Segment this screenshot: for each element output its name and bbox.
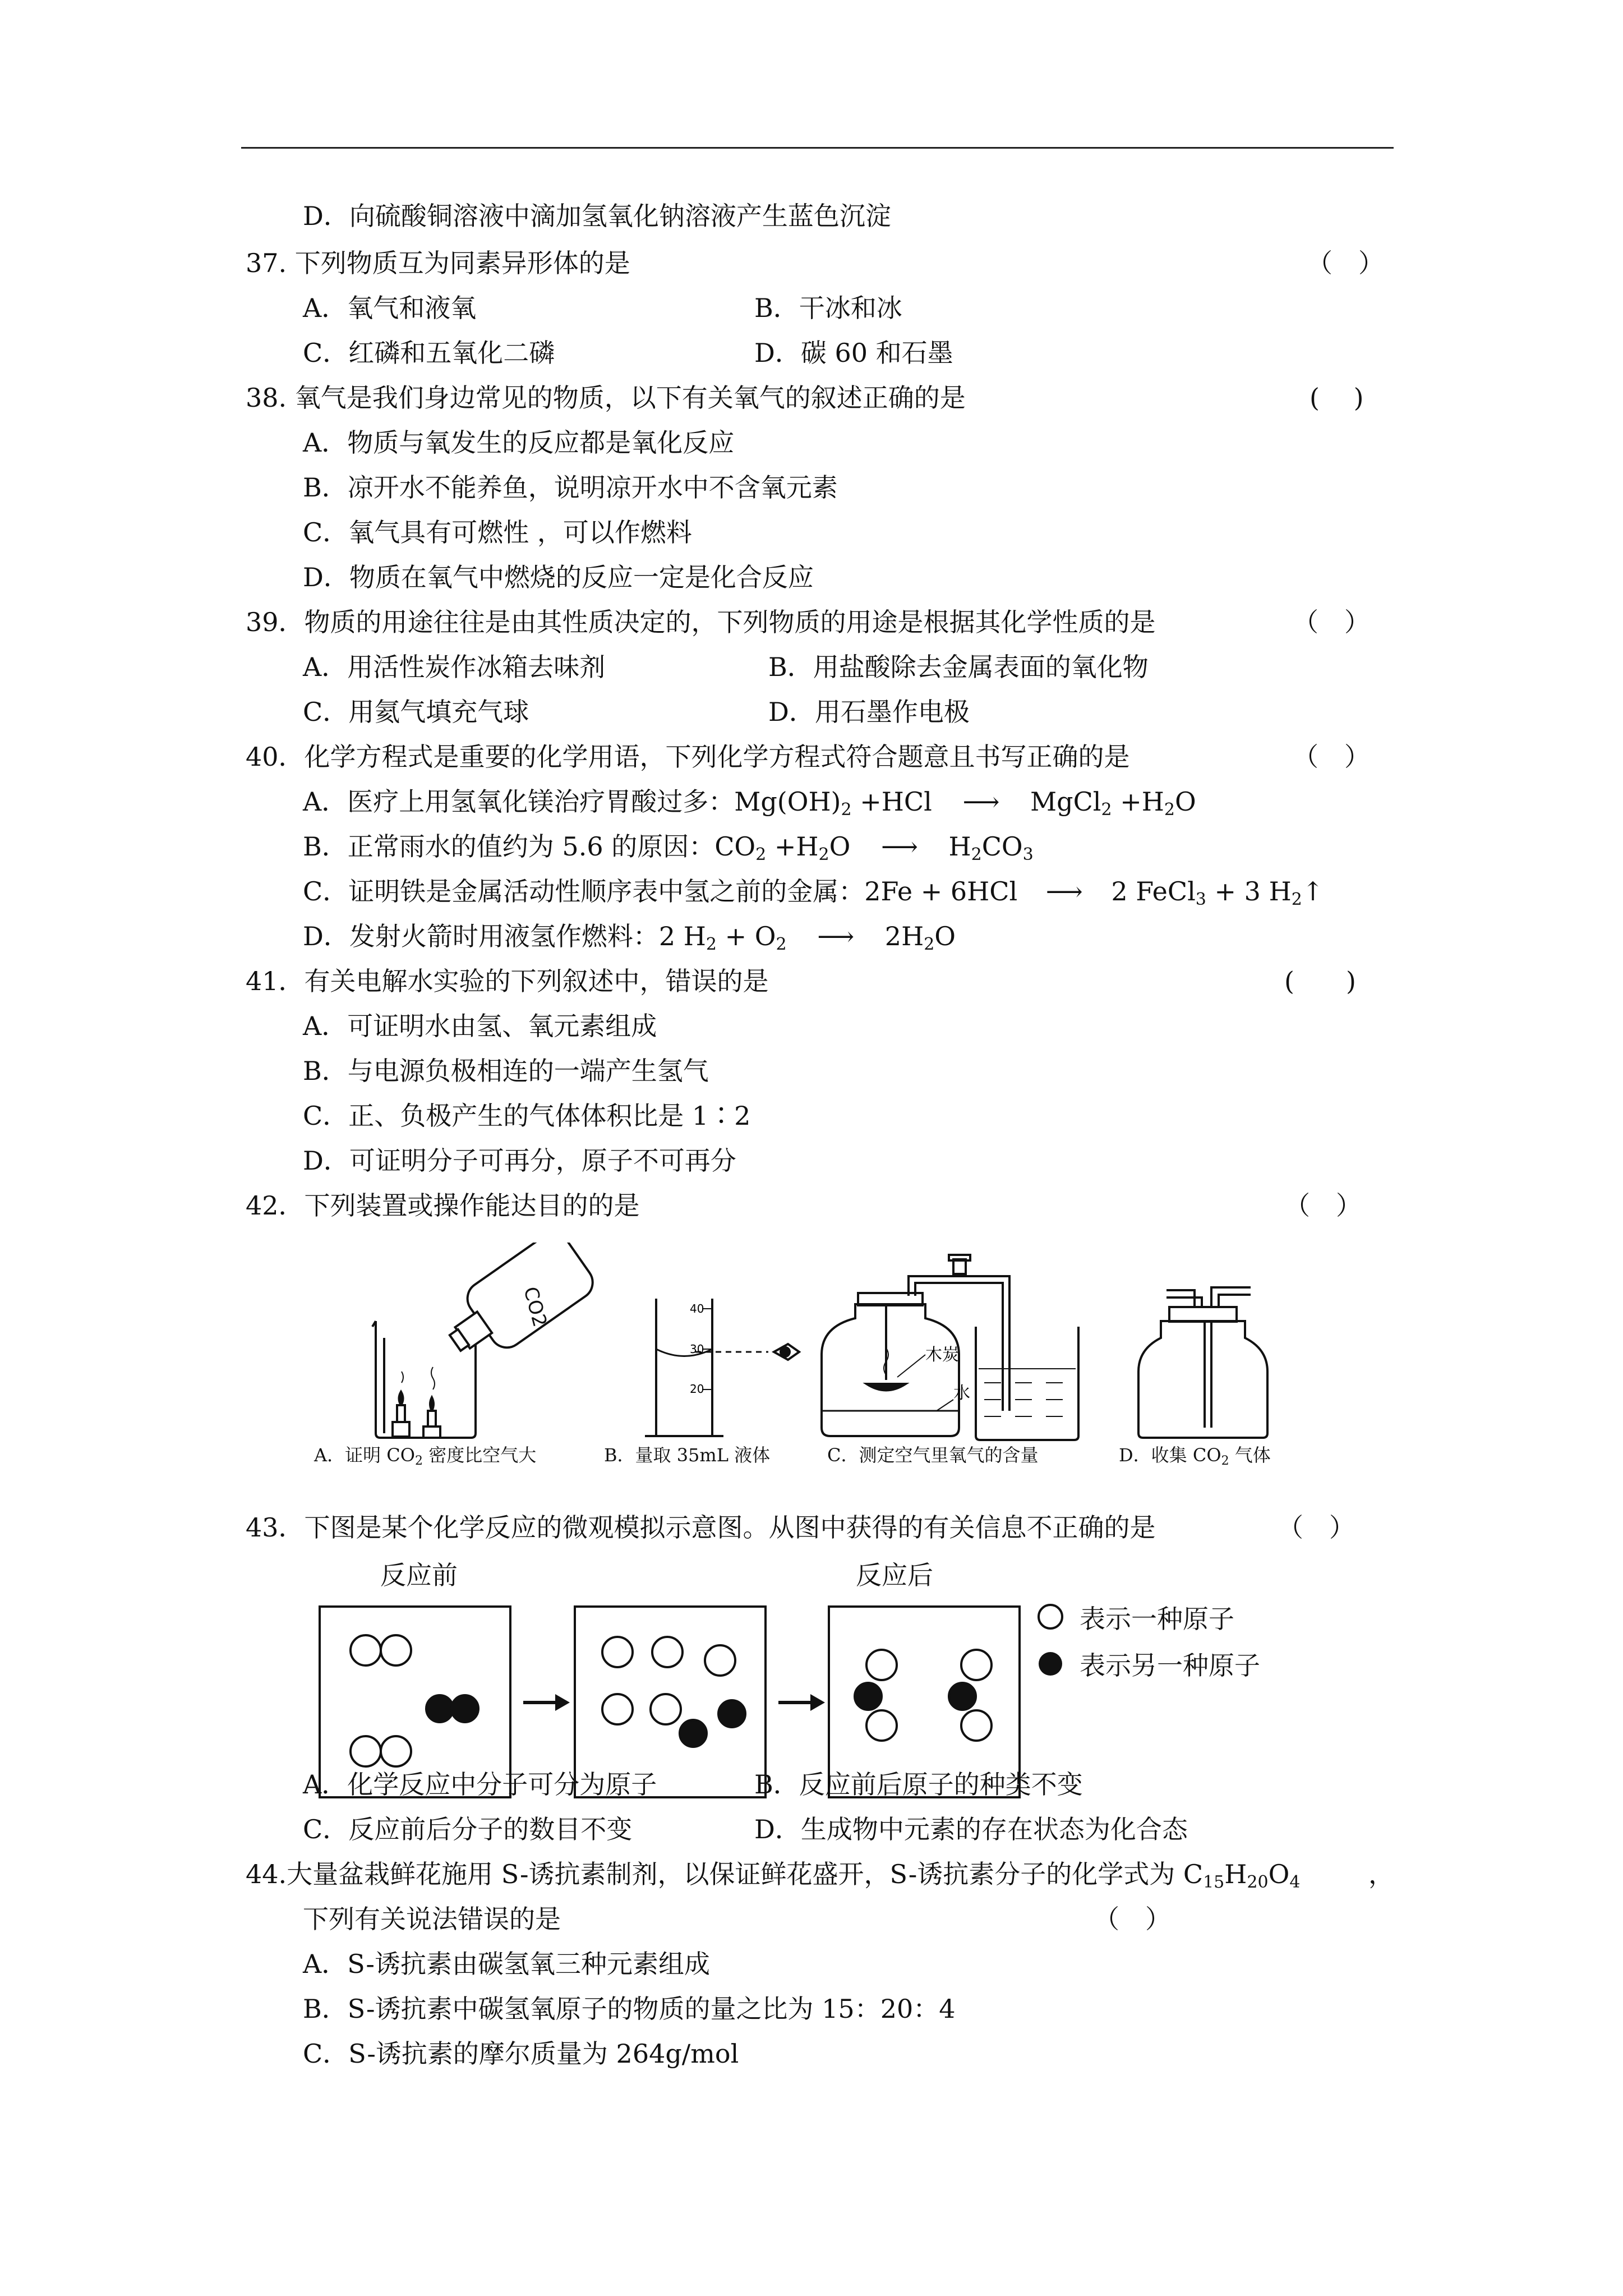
q42-fig-b-measuring-cylinder [645,1299,799,1436]
q44-formula-h: H [1224,1859,1247,1889]
black-atom-icon [1039,1652,1062,1676]
q42-label-charcoal: 木炭 [925,1345,959,1365]
q43-answer-paren[interactable]: （ ） [1278,1512,1355,1543]
q43-option-b: B．反应前后原子的种类不变 [754,1769,1083,1800]
q40-b-rhs-sub2: 3 [1022,845,1034,864]
q40-a-rhs-sub2: 2 [1164,800,1175,820]
q42-answer-paren[interactable]: （ ） [1284,1190,1362,1221]
q40-a-rhs-3: O [1174,786,1196,817]
q43-after-label: 反应后 [856,1560,933,1590]
reaction-arrow: ⟶ [817,921,855,951]
q40-answer-paren[interactable]: （ ） [1293,742,1370,772]
q40-a-lhs-2: +HCl [851,786,932,817]
q40-b-lhs-sub2: 2 [818,845,829,864]
q37-option-c: C．红磷和五氧化二磷 [303,338,555,368]
q40-b-lhs-1: CO [714,831,756,862]
q40-d-rhs [884,921,956,954]
q39-answer-paren[interactable]: （ ） [1293,607,1370,637]
q40-d-text: D．发射火箭时用液氢作燃料： [303,921,659,951]
q42-caption-a-2: 密度比空气大 [423,1444,537,1466]
q40-a-lhs-1: Mg(OH) [734,786,841,817]
q40-d-lhs-1: 2 H [658,921,706,951]
q37-option-d: D．碳 60 和石墨 [754,338,953,368]
q44-formula-c: C [1183,1859,1204,1889]
q42-caption-b: B．量取 35mL 液体 [604,1444,771,1466]
q38-option-c: C．氧气具有可燃性 ，可以作燃料 [303,517,692,547]
q40-a-rhs [1030,786,1196,820]
q42-fig-d-gas-bottle [1138,1287,1267,1438]
q44-stem-2: 下列有关说法错误的是 [303,1904,561,1934]
q44-option-c: C．S-诱抗素的摩尔质量为 264g/mol [303,2039,739,2069]
q37-option-b: B．干冰和冰 [754,293,902,323]
q40-c-lhs: 2Fe + 6HCl [864,876,1018,907]
q40-d-rhs-sub: 2 [924,935,935,954]
q40-d-lhs-sub2: 2 [776,935,787,954]
q43-box-before [320,1607,510,1797]
q42-cyl-tick-40: 40 [690,1302,704,1315]
q40-a-lhs-sub: 2 [841,800,852,820]
q38-option-a: A．物质与氧发生的反应都是氧化反应 [303,427,735,458]
q42-label-water: 水 [953,1383,970,1403]
q42-cyl-tick-30: 30 [690,1342,704,1356]
q37-answer-paren[interactable]: （ ） [1307,248,1384,278]
q40-b-lhs-3: O [829,831,851,862]
q43-arrow-1 [523,1694,570,1711]
q40-a-lhs [734,786,932,820]
q42-caption-c: C．测定空气里氧气的含量 [827,1444,1039,1466]
q38-answer-paren[interactable]: ( ) [1310,383,1364,413]
q42-apparatus-figure [303,1243,1368,1456]
q40-d-lhs-2: + O [717,921,776,951]
q40-stem: 40．化学方程式是重要的化学用语，下列化学方程式符合题意且书写正确的是 [246,742,1130,772]
q40-b-lhs-sub: 2 [755,845,767,864]
q40-b-rhs-2: CO [981,831,1023,862]
q41-option-b: B．与电源负极相连的一端产生氢气 [303,1056,709,1086]
q40-d-lhs-sub: 2 [706,935,717,954]
q40-b-lhs-2: +H [766,831,819,862]
q40-option-c [303,876,1324,909]
q43-legend-black: 表示另一种原子 [1080,1650,1260,1681]
q44-stem-text: 44.大量盆栽鲜花施用 S-诱抗素制剂，以保证鲜花盛开，S-诱抗素分子的化学式为 [246,1859,1183,1889]
q40-a-rhs-sub: 2 [1101,800,1112,820]
q41-answer-paren[interactable]: ( ) [1284,966,1356,996]
q44-answer-paren[interactable]: （ ） [1094,1904,1171,1934]
q42-caption-d-2: 气体 [1229,1444,1271,1466]
q43-arrow-2 [778,1694,825,1711]
q40-c-rhs-sub: 3 [1195,890,1206,909]
q40-option-a [303,786,1196,820]
white-atom-icon [1039,1605,1062,1628]
q41-option-d: D．可证明分子可再分，原子不可再分 [303,1145,736,1176]
q38-stem: 38. 氧气是我们身边常见的物质，以下有关氧气的叙述正确的是 [246,383,966,413]
q42-caption-d-sub: 2 [1221,1454,1229,1468]
q44-stem [246,1859,1301,1892]
q39-option-b: B．用盐酸除去金属表面的氧化物 [768,652,1149,682]
q40-b-text: B．正常雨水的值约为 5.6 的原因： [303,831,715,862]
q40-b-rhs [949,831,1034,862]
q40-c-rhs-3: ↑ [1302,876,1324,907]
q42-caption-a [314,1444,537,1468]
q42-caption-d-1: D．收集 CO [1119,1444,1221,1466]
q42-cyl-tick-20: 20 [690,1382,704,1396]
q43-before-label: 反应前 [380,1560,458,1590]
q43-option-c: C．反应前后分子的数目不变 [303,1814,633,1844]
q44-formula-c-sub: 15 [1203,1872,1225,1892]
q39-stem: 39．物质的用途往往是由其性质决定的，下列物质的用途是根据其化学性质的是 [246,607,1156,637]
q40-c-rhs [1111,876,1324,907]
reaction-arrow: ⟶ [962,786,1000,817]
reaction-arrow: ⟶ [1045,876,1083,907]
q44-comma: ， [1368,1859,1394,1889]
q41-stem: 41．有关电解水实验的下列叙述中，错误的是 [246,966,769,996]
q42-caption-a-sub: 2 [415,1454,423,1468]
q42-fig-a-co2-bottle [434,1243,599,1373]
q40-a-text: A．医疗上用氢氧化镁治疗胃酸过多： [303,786,735,817]
q40-a-rhs-1: MgCl [1030,786,1101,817]
q40-c-text: C．证明铁是金属活动性顺序表中氢之前的金属： [303,876,865,907]
q43-option-a: A．化学反应中分子可分为原子 [303,1769,657,1800]
q41-option-a: A．可证明水由氢、氧元素组成 [303,1011,657,1041]
q40-d-lhs [658,921,787,954]
q44-option-b: B．S-诱抗素中碳氢氧原子的物质的量之比为 15：20：4 [303,1994,956,2024]
q40-option-d [303,921,956,954]
q40-c-rhs-sub2: 2 [1291,890,1302,909]
header-rule [241,147,1394,149]
q38-option-b: B．凉开水不能养鱼，说明凉开水中不含氧元素 [303,472,838,503]
q40-option-b [303,831,1034,864]
q38-option-d: D．物质在氧气中燃烧的反应一定是化合反应 [303,562,814,592]
q43-stem: 43．下图是某个化学反应的微观模拟示意图。从图中获得的有关信息不正确的是 [246,1512,1156,1543]
q44-formula [1183,1859,1301,1892]
q42-stem: 42．下列装置或操作能达目的的是 [246,1190,640,1221]
q40-d-rhs-1: 2H [884,921,924,951]
q39-option-c: C．用氦气填充气球 [303,697,529,727]
q37-stem: 37. 下列物质互为同素异形体的是 [246,248,630,278]
q39-option-a: A．用活性炭作冰箱去味剂 [303,652,606,682]
q43-legend-icons [1036,1599,1064,1688]
q40-d-rhs-2: O [934,921,956,951]
q40-b-lhs [714,831,850,862]
q39-option-d: D．用石墨作电极 [768,697,970,727]
q37-option-a: A．氧气和液氧 [303,293,477,323]
q44-formula-o: O [1268,1859,1290,1889]
q40-b-rhs-1: H [948,831,971,862]
reaction-arrow: ⟶ [880,831,918,862]
q40-b-rhs-sub: 2 [971,845,982,864]
q40-c-rhs-1: 2 FeCl [1111,876,1196,907]
q40-c-rhs-2: + 3 H [1206,876,1292,907]
q43-option-d: D．生成物中元素的存在状态为化合态 [754,1814,1188,1844]
q44-option-a: A．S-诱抗素由碳氢氧三种元素组成 [303,1949,710,1979]
q42-caption-d [1119,1444,1271,1468]
q42-bottle-label: CO2 [519,1284,551,1329]
q43-legend-white: 表示一种原子 [1080,1604,1234,1634]
q44-formula-o-sub: 4 [1289,1872,1301,1892]
q42-caption-a-1: A．证明 CO [314,1444,416,1466]
q41-option-c: C．正、负极产生的气体体积比是 1∶2 [303,1101,751,1131]
q36-option-d: D．向硫酸铜溶液中滴加氢氧化钠溶液产生蓝色沉淀 [303,201,891,231]
q40-a-rhs-2: +H [1112,786,1164,817]
q44-formula-h-sub: 20 [1247,1872,1269,1892]
